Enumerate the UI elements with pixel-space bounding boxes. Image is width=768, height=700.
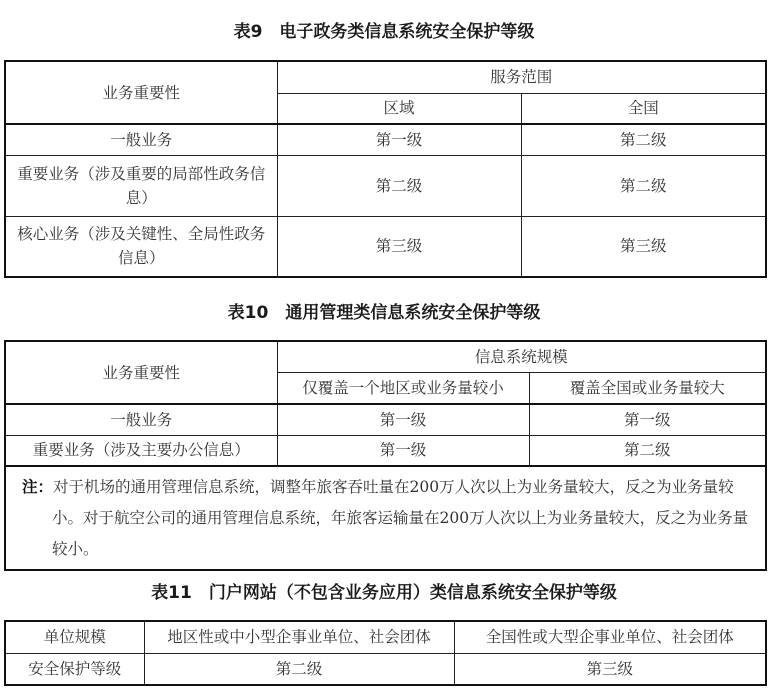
row-label: 核心业务（涉及关键性、全局性政务信息）	[5, 216, 277, 277]
cell: 第一级	[277, 124, 521, 155]
table10-title: 表10 通用管理类信息系统安全保护等级	[227, 303, 541, 323]
table-row	[5, 653, 766, 685]
table9	[4, 60, 767, 278]
row-label: 安全保护等级	[5, 653, 144, 685]
table9-row-header: 业务重要性	[5, 61, 277, 124]
cell: 第二级	[529, 435, 766, 466]
table11-col-header: 地区性或中小型企事业单位、社会团体	[144, 621, 454, 653]
cell: 第三级	[277, 216, 521, 277]
cell: 第二级	[277, 155, 521, 216]
table11-header-label: 单位规模	[5, 621, 144, 653]
cell: 第一级	[529, 404, 766, 435]
table10-note	[5, 466, 766, 570]
table11-col-header: 全国性或大型企事业单位、社会团体	[454, 621, 766, 653]
row-label: 一般业务	[5, 124, 277, 155]
table9-col-header: 全国	[521, 93, 766, 124]
cell: 第二级	[521, 124, 766, 155]
row-label: 重要业务（涉及主要办公信息）	[5, 435, 277, 466]
cell: 第三级	[521, 216, 766, 277]
cell: 第二级	[144, 653, 454, 685]
table-row	[5, 216, 766, 277]
table10-col-header: 仅覆盖一个地区或业务量较小	[277, 372, 529, 404]
table-note-row	[5, 466, 766, 570]
table10	[4, 340, 767, 571]
table-row	[5, 435, 766, 466]
table9-col-header: 区域	[277, 93, 521, 124]
cell: 第一级	[277, 435, 529, 466]
table9-group-header: 服务范围	[277, 61, 766, 93]
note-text: 对于机场的通用管理信息系统，调整年旅客吞吐量在200万人次以上为业务量较大，反之为业务量较小。对于航空公司的通用管理信息系统，年旅客运输量在200万人次以上为业务量较大，反之为业务量较小。	[52, 478, 749, 558]
table10-row-header: 业务重要性	[5, 341, 277, 404]
row-label: 重要业务（涉及重要的局部性政务信息）	[5, 155, 277, 216]
table9-title: 表9 电子政务类信息系统安全保护等级	[233, 22, 535, 42]
note-label: 注：	[22, 477, 54, 496]
table-row	[5, 124, 766, 155]
table10-group-header: 信息系统规模	[277, 341, 766, 372]
cell: 第三级	[454, 653, 766, 685]
table-row	[5, 155, 766, 216]
cell: 第二级	[521, 155, 766, 216]
table11-title: 表11 门户网站（不包含业务应用）类信息系统安全保护等级	[151, 583, 617, 603]
table-row	[5, 404, 766, 435]
table11	[4, 620, 767, 686]
cell: 第一级	[277, 404, 529, 435]
table10-col-header: 覆盖全国或业务量较大	[529, 372, 766, 404]
row-label: 一般业务	[5, 404, 277, 435]
